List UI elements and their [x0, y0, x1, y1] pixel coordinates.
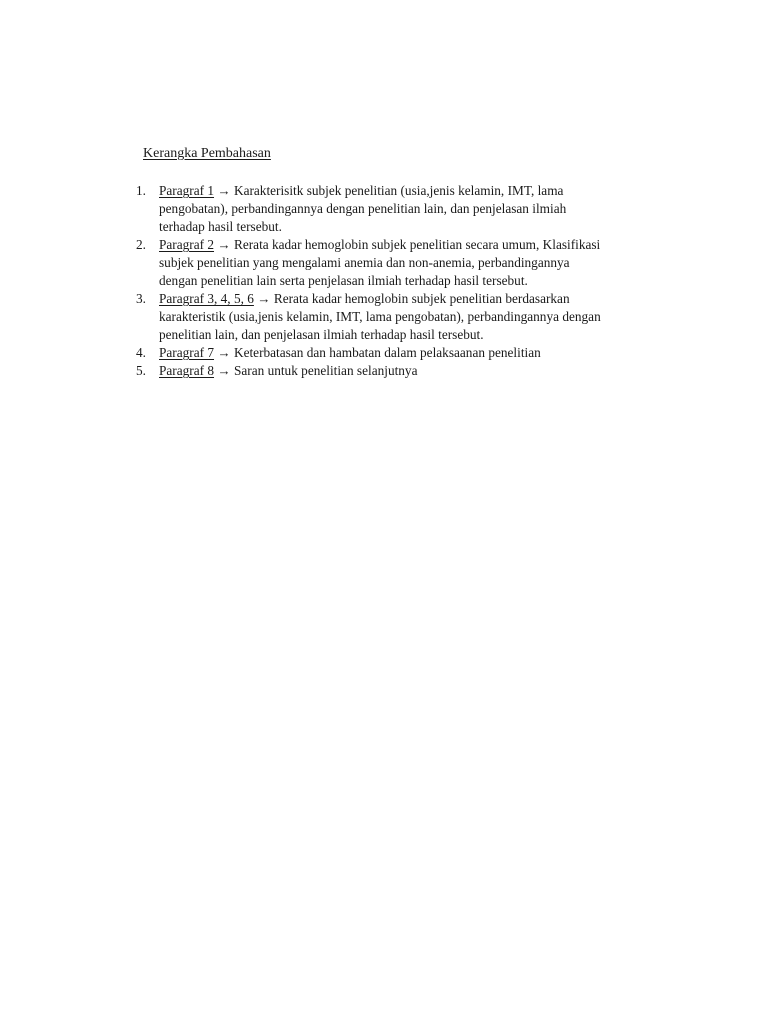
- item-number: 4.: [136, 345, 146, 360]
- arrow-icon: →: [217, 237, 231, 252]
- list-item: [136, 236, 676, 290]
- item-number: 3.: [136, 291, 146, 306]
- item-text: Karakterisitk subjek penelitian (usia,jenis kelamin, IMT, lama: [230, 183, 564, 198]
- item-line: [159, 182, 676, 200]
- outline-list: [136, 182, 676, 380]
- item-line: dengan penelitian lain serta penjelasan ilmiah terhadap hasil tersebut.: [159, 273, 528, 288]
- item-line: [159, 236, 676, 254]
- item-line: karakteristik (usia,jenis kelamin, IMT, lama pengobatan), perbandingannya dengan: [159, 309, 601, 324]
- item-line: [159, 362, 676, 380]
- paragraph-reference: Paragraf 2: [159, 237, 215, 252]
- paragraph-reference: Paragraf 8: [159, 363, 215, 378]
- arrow-icon: →: [217, 363, 231, 378]
- list-item: [136, 290, 676, 344]
- list-item: [136, 362, 676, 380]
- list-item: [136, 182, 676, 236]
- item-line: [159, 344, 676, 362]
- list-item: [136, 344, 676, 362]
- paragraph-reference: Paragraf 3, 4, 5, 6: [159, 291, 254, 306]
- item-text: Rerata kadar hemoglobin subjek penelitian berdasarkan: [270, 291, 570, 306]
- arrow-icon: →: [217, 345, 231, 360]
- item-number: 5.: [136, 363, 146, 378]
- paragraph-reference: Paragraf 1: [159, 183, 215, 198]
- item-text: Keterbatasan dan hambatan dalam pelaksaanan penelitian: [230, 345, 541, 360]
- item-line: pengobatan), perbandingannya dengan penelitian lain, dan penjelasan ilmiah: [159, 201, 567, 216]
- arrow-icon: →: [257, 291, 271, 306]
- paragraph-reference: Paragraf 7: [159, 345, 215, 360]
- item-line: penelitian lain, dan penjelasan ilmiah terhadap hasil tersebut.: [159, 327, 484, 342]
- outline-heading: Kerangka Pembahasan: [143, 146, 271, 161]
- item-number: 2.: [136, 237, 146, 252]
- item-line: terhadap hasil tersebut.: [159, 219, 282, 234]
- item-line: subjek penelitian yang mengalami anemia dan non-anemia, perbandingannya: [159, 255, 570, 270]
- arrow-icon: →: [217, 183, 231, 198]
- item-text: Saran untuk penelitian selanjutnya: [230, 363, 418, 378]
- item-line: [159, 290, 676, 308]
- item-number: 1.: [136, 183, 146, 198]
- item-text: Rerata kadar hemoglobin subjek penelitian secara umum, Klasifikasi: [230, 237, 601, 252]
